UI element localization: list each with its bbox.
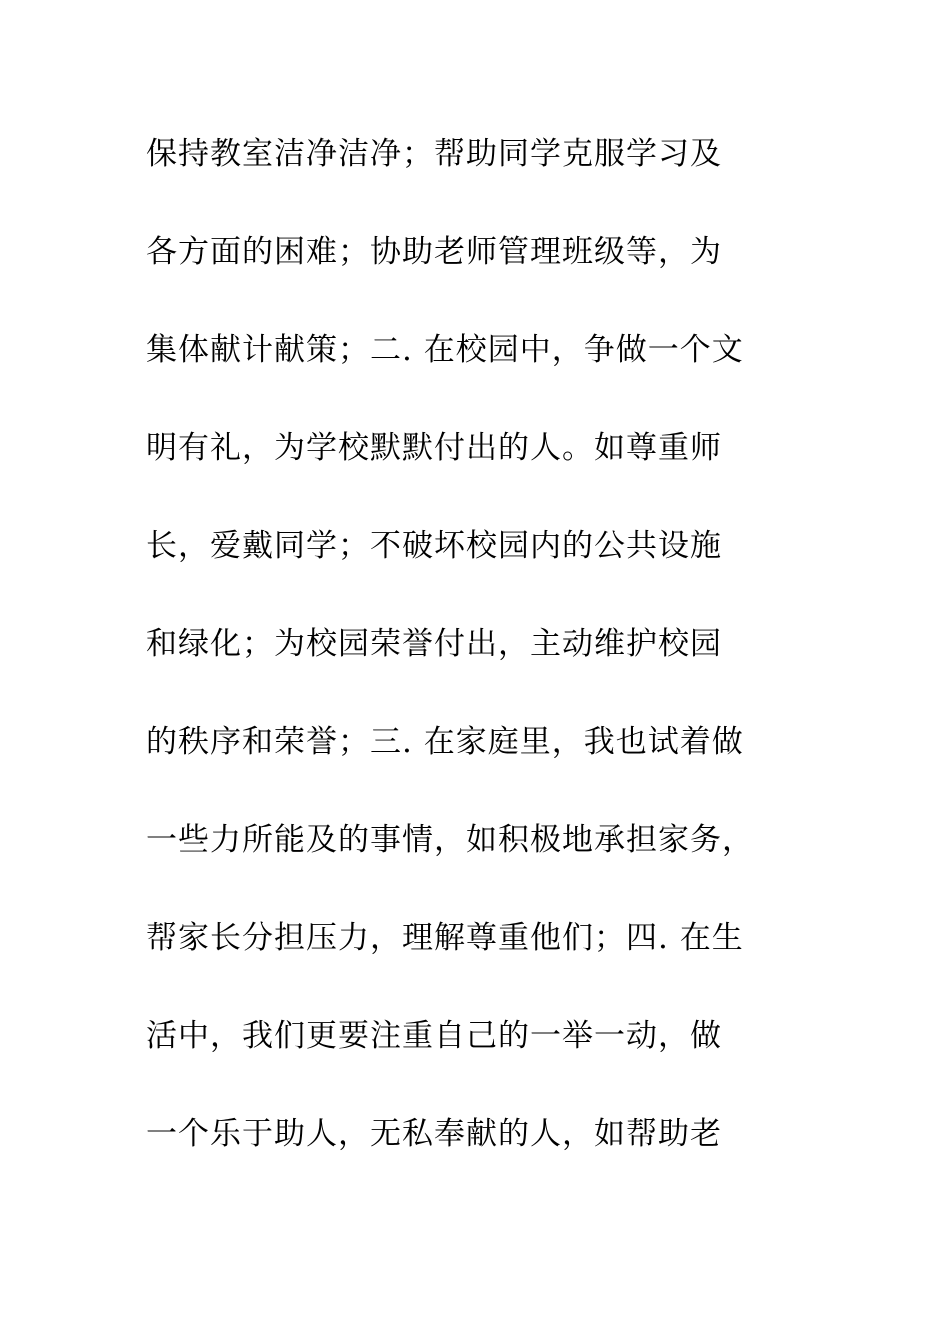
text-line: 帮家长分担压力，理解尊重他们；四. 在生: [146, 920, 744, 956]
text-line: 集体献计献策；二. 在校园中，争做一个文: [146, 332, 744, 368]
text-line: 各方面的困难；协助老师管理班级等，为: [146, 234, 722, 270]
text-line: 明有礼，为学校默默付出的人。如尊重师: [146, 430, 722, 466]
text-line: 一个乐于助人，无私奉献的人，如帮助老: [146, 1116, 722, 1152]
text-line: 一些力所能及的事情，如积极地承担家务，: [146, 822, 754, 858]
text-line: 保持教室洁净洁净；帮助同学克服学习及: [146, 136, 722, 172]
text-line: 的秩序和荣誉；三. 在家庭里，我也试着做: [146, 724, 744, 760]
text-line: 活中，我们更要注重自己的一举一动，做: [146, 1018, 722, 1054]
text-line: 长，爱戴同学；不破坏校园内的公共设施: [146, 528, 722, 564]
body-text: [146, 128, 806, 1206]
text-line: 和绿化；为校园荣誉付出，主动维护校园: [146, 626, 722, 662]
